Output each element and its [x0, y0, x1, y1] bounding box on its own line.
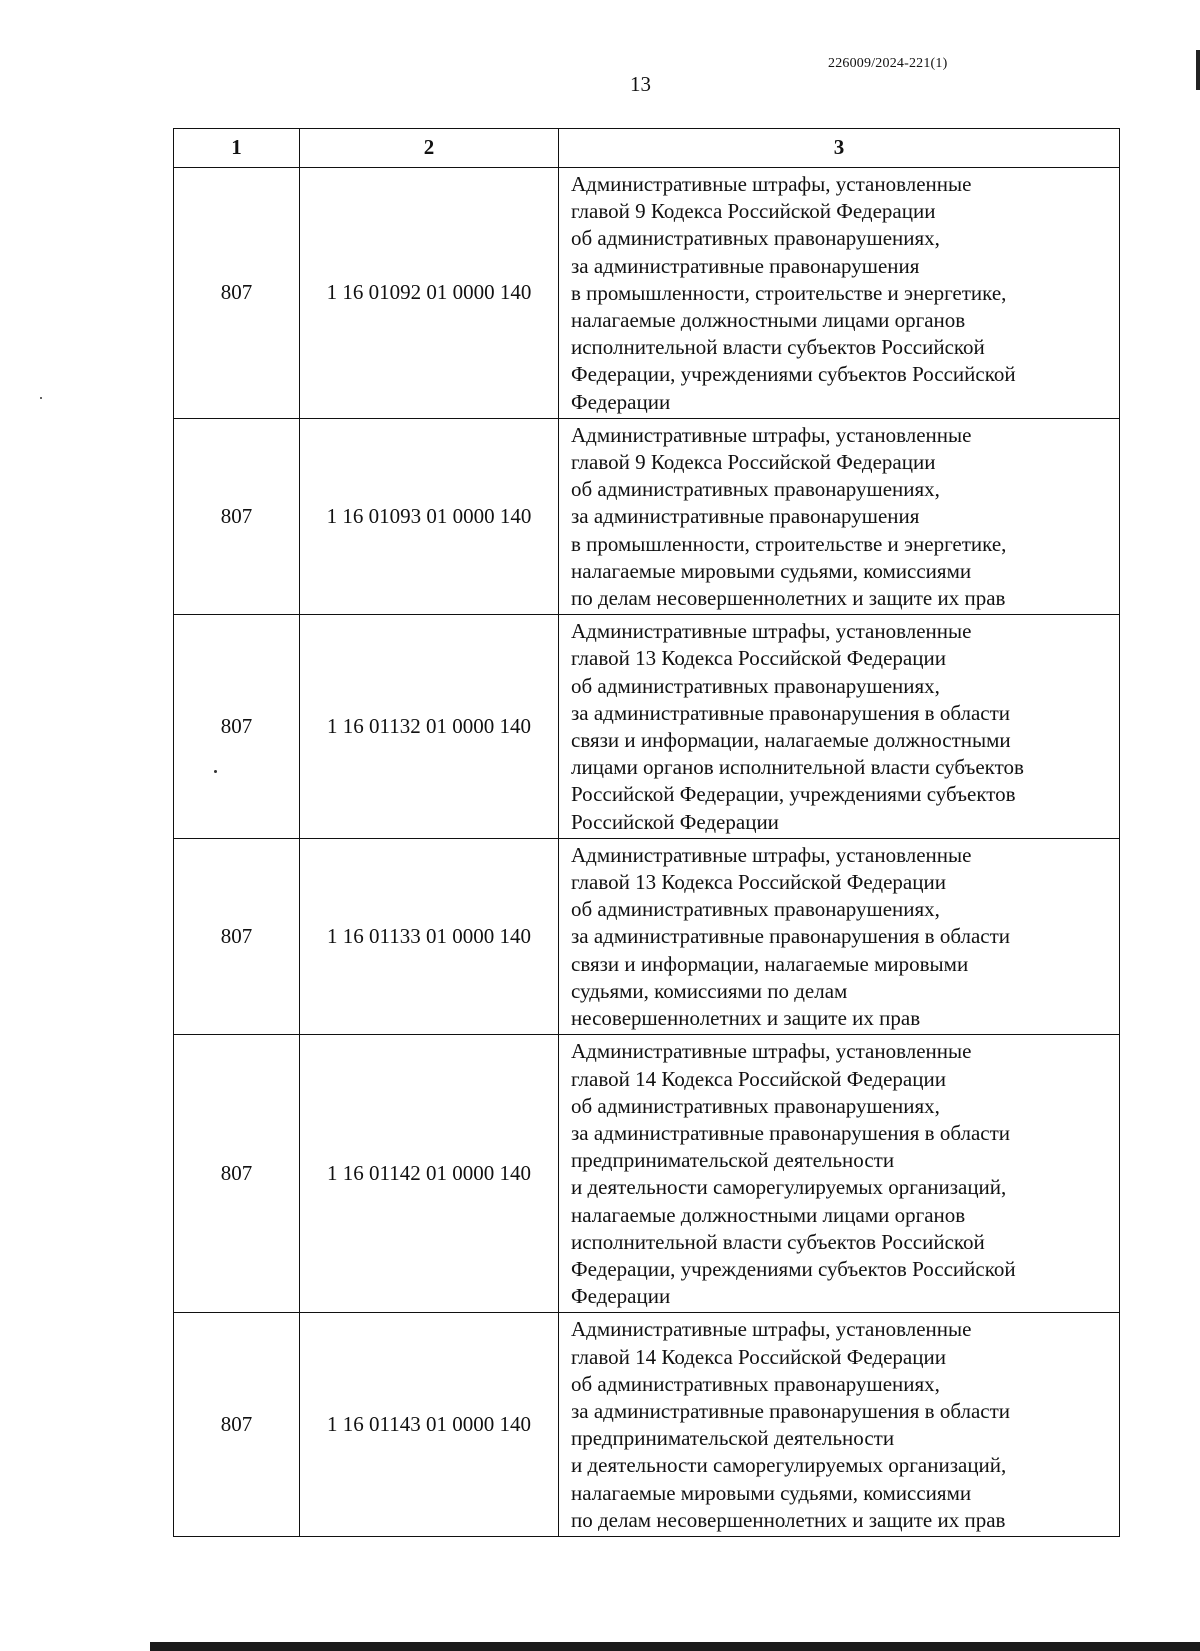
- description-line: несовершеннолетних и защите их прав: [571, 1006, 921, 1031]
- description-line: исполнительной власти субъектов Российской: [571, 335, 985, 360]
- description-line: за административные правонарушения в области: [571, 1398, 1011, 1423]
- description-line: судьями, комиссиями по делам: [571, 978, 848, 1003]
- description-line: за административные правонарушения в области: [571, 1120, 1011, 1145]
- description-line: за административные правонарушения: [571, 504, 920, 529]
- kbk-code-cell: 1 16 01092 01 0000 140: [300, 168, 559, 419]
- description-line: Федерации, учреждениями субъектов Российской: [571, 1256, 1016, 1281]
- kbk-code-cell: 1 16 01133 01 0000 140: [300, 838, 559, 1034]
- admin-code-cell: 807: [174, 418, 300, 614]
- table-row: [174, 838, 1120, 1034]
- description-line: налагаемые должностными лицами органов: [571, 1202, 966, 1227]
- description-line: главой 14 Кодекса Российской Федерации: [571, 1066, 946, 1091]
- description-line: Административные штрафы, установленные: [571, 1039, 972, 1064]
- description-line: Федерации: [571, 389, 671, 414]
- table-row: [174, 615, 1120, 839]
- scan-bottom-edge: [150, 1642, 1200, 1651]
- description-cell: [559, 168, 1120, 419]
- description-line: об административных правонарушениях,: [571, 673, 940, 698]
- description-line: исполнительной власти субъектов Российской: [571, 1229, 985, 1254]
- description-line: главой 14 Кодекса Российской Федерации: [571, 1344, 946, 1369]
- scan-speck: [40, 397, 42, 399]
- document-id: 226009/2024-221(1): [828, 56, 948, 71]
- description-line: главой 13 Кодекса Российской Федерации: [571, 646, 946, 671]
- description-line: главой 13 Кодекса Российской Федерации: [571, 870, 946, 895]
- kbk-code-cell: 1 16 01093 01 0000 140: [300, 418, 559, 614]
- table-row: [174, 1313, 1120, 1537]
- description-cell: [559, 418, 1120, 614]
- column-header: 1: [174, 129, 300, 168]
- table-row: [174, 418, 1120, 614]
- description-line: налагаемые должностными лицами органов: [571, 308, 966, 333]
- description-line: Административные штрафы, установленные: [571, 172, 972, 196]
- description-line: лицами органов исполнительной власти субъектов: [571, 755, 1024, 780]
- description-line: Федерации: [571, 1284, 671, 1309]
- description-cell: [559, 838, 1120, 1034]
- description-line: предпринимательской деятельности: [571, 1148, 895, 1173]
- description-line: главой 9 Кодекса Российской Федерации: [571, 450, 936, 475]
- column-header: 3: [559, 129, 1120, 168]
- description-line: предпринимательской деятельности: [571, 1426, 895, 1451]
- kbk-code-cell: 1 16 01143 01 0000 140: [300, 1313, 559, 1537]
- description-line: Административные штрафы, установленные: [571, 1317, 972, 1342]
- description-line: Административные штрафы, установленные: [571, 422, 972, 447]
- table-row: [174, 168, 1120, 419]
- page-number: 13: [630, 72, 651, 96]
- description-line: Административные штрафы, установленные: [571, 619, 972, 644]
- description-line: по делам несовершеннолетних и защите их прав: [571, 586, 1006, 611]
- admin-code-cell: 807: [174, 838, 300, 1034]
- description-cell: [559, 615, 1120, 839]
- budget-codes-table: [173, 128, 1120, 1537]
- description-line: связи и информации, налагаемые должностными: [571, 728, 1011, 753]
- description-line: за административные правонарушения в области: [571, 700, 1011, 725]
- table-row: [174, 1035, 1120, 1313]
- description-line: об административных правонарушениях,: [571, 1093, 940, 1118]
- description-line: за административные правонарушения в области: [571, 924, 1011, 949]
- description-line: главой 9 Кодекса Российской Федерации: [571, 199, 936, 224]
- description-line: об административных правонарушениях,: [571, 226, 940, 251]
- description-line: за административные правонарушения: [571, 253, 920, 278]
- description-line: Административные штрафы, установленные: [571, 842, 972, 867]
- description-line: в промышленности, строительстве и энергетике,: [571, 280, 1007, 305]
- description-line: Российской Федерации: [571, 809, 779, 834]
- admin-code-cell: 807: [174, 168, 300, 419]
- kbk-code-cell: 1 16 01132 01 0000 140: [300, 615, 559, 839]
- admin-code-cell: 807: [174, 615, 300, 839]
- description-cell: [559, 1035, 1120, 1313]
- description-line: налагаемые мировыми судьями, комиссиями: [571, 1480, 972, 1505]
- description-line: налагаемые мировыми судьями, комиссиями: [571, 558, 972, 583]
- admin-code-cell: 807: [174, 1313, 300, 1537]
- description-line: связи и информации, налагаемые мировыми: [571, 951, 969, 976]
- column-header: 2: [300, 129, 559, 168]
- scan-edge-mark: [1196, 50, 1200, 90]
- description-line: об административных правонарушениях,: [571, 1371, 940, 1396]
- description-cell: [559, 1313, 1120, 1537]
- description-line: Федерации, учреждениями субъектов Российской: [571, 362, 1016, 387]
- table-header-row: [174, 129, 1120, 168]
- description-line: в промышленности, строительстве и энергетике,: [571, 531, 1007, 556]
- description-line: Российской Федерации, учреждениями субъектов: [571, 782, 1016, 807]
- admin-code-cell: 807: [174, 1035, 300, 1313]
- description-line: и деятельности саморегулируемых организаций,: [571, 1453, 1007, 1478]
- description-line: и деятельности саморегулируемых организаций,: [571, 1175, 1007, 1200]
- kbk-code-cell: 1 16 01142 01 0000 140: [300, 1035, 559, 1313]
- description-line: по делам несовершеннолетних и защите их прав: [571, 1507, 1006, 1532]
- description-line: об административных правонарушениях,: [571, 897, 940, 922]
- description-line: об административных правонарушениях,: [571, 477, 940, 502]
